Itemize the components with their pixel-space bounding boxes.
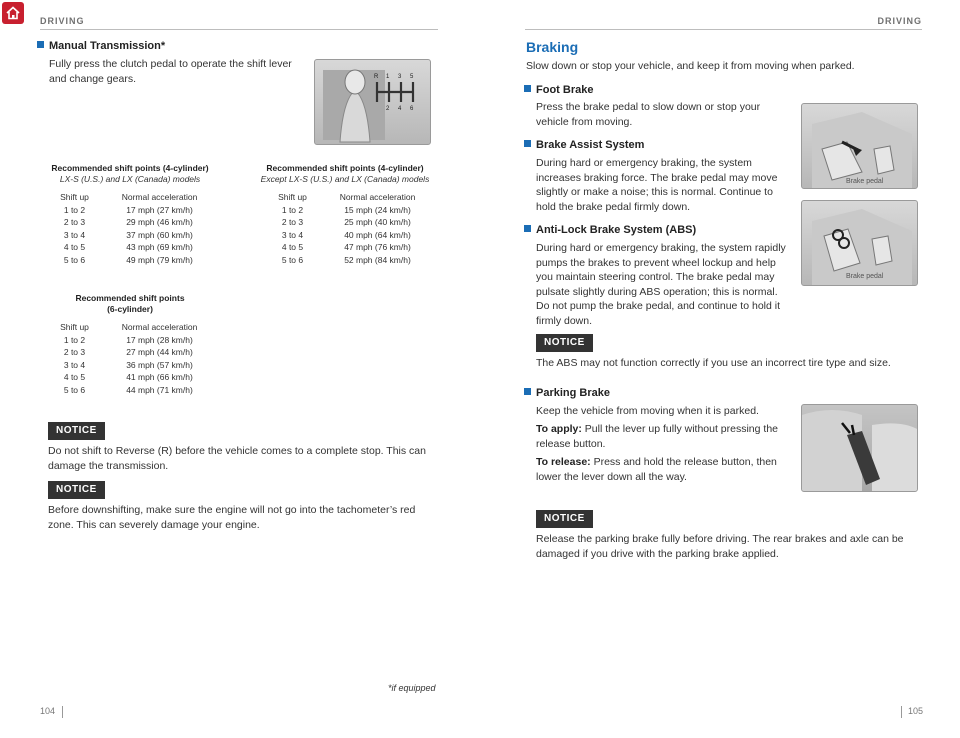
table1-title: Recommended shift points (4-cylinder)	[51, 163, 209, 173]
table-row: 3 to 4 40 mph (64 km/h)	[281, 229, 411, 240]
notice-badge: NOTICE	[48, 422, 105, 440]
parking-brake-image	[801, 404, 918, 492]
header-divider	[40, 29, 438, 30]
bullet-square-icon	[524, 225, 531, 232]
brake-pedal-image	[801, 200, 918, 286]
table-row: 1 to 2 17 mph (28 km/h)	[63, 334, 193, 345]
table-row: 1 to 2 15 mph (24 km/h)	[281, 204, 411, 215]
table-row: 3 to 4 36 mph (57 km/h)	[63, 359, 193, 370]
notice-reverse-text: Do not shift to Reverse (R) before the vehicle comes to a complete stop. This can damage the transmission.	[48, 445, 426, 472]
bullet-square-icon	[524, 140, 531, 147]
table-row: 5 to 6 44 mph (71 km/h)	[63, 384, 193, 395]
home-icon[interactable]	[2, 2, 24, 24]
table-row: 4 to 5 41 mph (66 km/h)	[63, 372, 193, 383]
table-header-row: Shift up Normal acceleration	[60, 192, 198, 202]
foot-brake-heading: Foot Brake	[524, 84, 593, 96]
svg-text:3: 3	[398, 74, 402, 80]
abs-text: During hard or emergency braking, the system rapidly pumps the brakes to prevent wheel lockup and help you maintain steering control. The brake pedal may pulsate slightly during ABS operation; this is normal. Do not pump the brake pedal, and continue to hold it firmly down.	[536, 242, 786, 327]
parking-brake-text: Keep the vehicle from moving when it is parked.	[536, 405, 759, 417]
foot-brake-text: Press the brake pedal to slow down or stop your vehicle from moving.	[536, 101, 761, 128]
table3-title-line1: Recommended shift points	[75, 293, 185, 303]
table-row: 5 to 6 49 mph (79 km/h)	[63, 254, 193, 265]
brake-pedal-image	[801, 103, 918, 189]
braking-title: Braking	[526, 39, 579, 55]
gear-shift-image	[314, 59, 431, 145]
page-number: 104	[40, 706, 56, 716]
notice-badge: NOTICE	[48, 481, 105, 499]
table-row: 1 to 2 17 mph (27 km/h)	[63, 204, 193, 215]
table-row: 2 to 3 25 mph (40 km/h)	[281, 217, 411, 228]
table-row: 3 to 4 37 mph (60 km/h)	[63, 229, 193, 240]
svg-text:4: 4	[398, 106, 402, 112]
notice-abs-text: The ABS may not function correctly if you use an incorrect tire type and size.	[536, 357, 891, 369]
parking-brake-heading: Parking Brake	[524, 387, 610, 399]
bullet-square-icon	[524, 388, 531, 395]
notice-badge: NOTICE	[536, 510, 593, 528]
brake-assist-heading: Brake Assist System	[524, 139, 644, 151]
notice-badge: NOTICE	[536, 334, 593, 352]
table-row: 4 to 5 47 mph (76 km/h)	[281, 242, 411, 253]
manual-transmission-heading: Manual Transmission*	[37, 40, 165, 52]
table-row: 2 to 3 29 mph (46 km/h)	[63, 217, 193, 228]
braking-intro: Slow down or stop your vehicle, and keep it from moving when parked.	[526, 60, 855, 72]
svg-text:2: 2	[386, 106, 390, 112]
page-header: DRIVING	[877, 16, 922, 26]
table2-subtitle: Except LX-S (U.S.) and LX (Canada) models	[260, 174, 430, 184]
table-row: 4 to 5 43 mph (69 km/h)	[63, 242, 193, 253]
footnote: *if equipped	[388, 683, 436, 693]
page-number: 105	[908, 706, 924, 716]
svg-text:R: R	[374, 74, 379, 80]
right-page	[480, 0, 960, 738]
page-header: DRIVING	[40, 16, 85, 26]
table3	[47, 321, 217, 397]
page-number-divider	[901, 706, 902, 718]
svg-text:6: 6	[410, 106, 414, 112]
table3-title-line2: (6-cylinder)	[107, 304, 153, 314]
table-row: 2 to 3 27 mph (44 km/h)	[63, 347, 193, 358]
table-row: 5 to 6 52 mph (84 km/h)	[281, 254, 411, 265]
table-header-row: Shift up Normal acceleration	[60, 322, 198, 332]
bullet-square-icon	[37, 41, 44, 48]
abs-heading: Anti-Lock Brake System (ABS)	[524, 224, 696, 236]
svg-text:5: 5	[410, 74, 414, 80]
table2-title: Recommended shift points (4-cylinder)	[266, 163, 424, 173]
header-divider	[525, 29, 922, 30]
table1-subtitle: LX-S (U.S.) and LX (Canada) models	[59, 174, 201, 184]
manual-transmission-text: Fully press the clutch pedal to operate the shift lever and change gears.	[49, 58, 292, 85]
brake-assist-text: During hard or emergency braking, the system increases braking force. The brake pedal may move slightly or make a noise; this is normal. Continue to hold the brake pedal firmly down.	[536, 157, 778, 213]
notice-downshift-text: Before downshifting, make sure the engine will not go into the tachometer’s red zone. This can severely damage your engine.	[48, 504, 416, 531]
bullet-square-icon	[524, 85, 531, 92]
figure-caption: Brake pedal	[846, 178, 884, 185]
table2	[265, 191, 435, 267]
parking-brake-apply: To apply: Pull the lever up fully without pressing the release button.	[536, 423, 778, 450]
svg-text:1: 1	[386, 74, 390, 80]
figure-caption: Brake pedal	[846, 273, 884, 280]
table-header-row: Shift up Normal acceleration	[278, 192, 416, 202]
page-number-divider	[62, 706, 63, 718]
notice-parking-text: Release the parking brake fully before driving. The rear brakes and axle can be damaged if you drive with the parking brake applied.	[536, 533, 904, 560]
parking-brake-release: To release: Press and hold the release button, then lower the lever down all the way.	[536, 456, 777, 483]
table1	[47, 191, 217, 267]
